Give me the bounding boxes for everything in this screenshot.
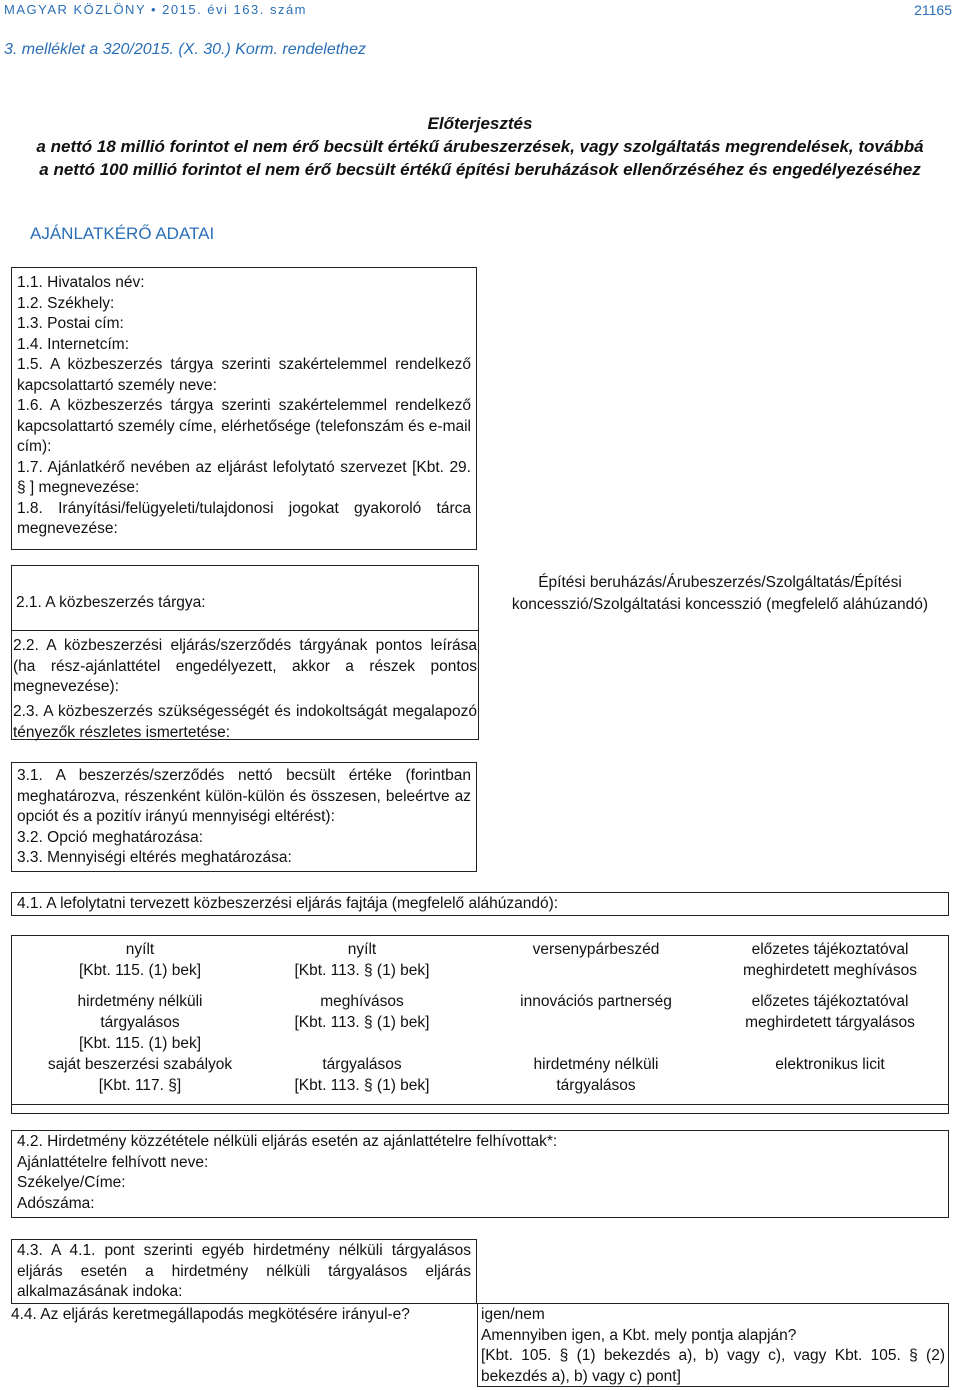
field-1-3: 1.3. Postai cím: (17, 315, 124, 332)
annex-title: 3. melléklet a 320/2015. (X. 30.) Korm. rendelethez (4, 41, 366, 58)
option-own-rules[interactable] (40, 1054, 240, 1096)
title-line-3: a nettó 100 millió forintot el nem érő becsült értékű építési beruházások ellenőrzéséhez és engedélyezéséhez (39, 160, 921, 179)
field-2-2: 2.2. A közbeszerzési eljárás/szerződés tárgyának pontos leírása (ha rész-ajánlattétel engedélyezett, akkor a részek pontos megnevezése): (13, 637, 477, 695)
option-text: [Kbt. 113. § (1) bek] (294, 962, 430, 979)
subject-type-options: Építési beruházás/Árubeszerzés/Szolgáltatás/Építési koncesszió/Szolgáltatási koncesszió (megfelelő aláhúzandó) (511, 574, 929, 613)
publication-header (4, 2, 307, 17)
option-text: [Kbt. 113. § (1) bek] (294, 1014, 430, 1031)
option-text: versenypárbeszéd (532, 941, 660, 958)
option-innovation-partnership[interactable] (496, 991, 696, 1012)
option-text: innovációs partnerség (520, 993, 672, 1010)
divider (948, 1303, 949, 1387)
value-box (11, 762, 477, 872)
option-negotiated-no-notice-115[interactable] (40, 991, 240, 1054)
field-1-6: 1.6. A közbeszerzés tárgya szerinti szakértelemmel rendelkező kapcsolattartó személy címe, elérhetősége (telefonszám és e-mail cím): (17, 397, 472, 455)
option-text: meghirdetett meghívásos (742, 962, 918, 979)
option-text: [Kbt. 113. § (1) bek] (294, 1077, 430, 1094)
option-text: [Kbt. 115. (1) bek] (78, 1035, 202, 1052)
option-text: hirdetmény nélküli (533, 1056, 659, 1073)
field-4-4: 4.4. Az eljárás keretmegállapodás megkötésére irányul-e? (11, 1306, 410, 1323)
field-1-8: 1.8. Irányítási/felügyeleti/tulajdonosi jogokat gyakoroló tárca megnevezése: (17, 499, 471, 537)
option-text: [Kbt. 117. §] (98, 1077, 182, 1094)
field-2-1: 2.1. A közbeszerzés tárgya: (16, 594, 206, 611)
option-text: előzetes tájékoztatóval (751, 993, 909, 1010)
invitees-box (11, 1130, 949, 1218)
option-text: nyílt (347, 941, 377, 958)
framework-reference: [Kbt. 105. § (1) bekezdés a), b) vagy c), vagy Kbt. 105. § (2) bekezdés a), b) vagy c) pont] (481, 1347, 945, 1385)
negotiated-reason-box (11, 1239, 477, 1304)
option-text: tárgyalásos (556, 1077, 636, 1094)
title-line-2: a nettó 18 millió forintot el nem érő becsült értékű árubeszerzések, vagy szolgáltatás megrendelések, továbbá (36, 137, 924, 156)
option-text: hirdetmény nélküli (77, 993, 203, 1010)
divider (11, 630, 479, 631)
divider (11, 1104, 949, 1105)
option-text: saját beszerzési szabályok (47, 1056, 233, 1073)
option-prior-info-negotiated[interactable] (720, 991, 940, 1033)
field-1-7: 1.7. Ajánlatkérő nevében az eljárást lefolytató szervezet [Kbt. 29. § ] megnevezése: (17, 458, 471, 496)
field-3-1: 3.1. A beszerzés/szerződés nettó becsült értéke (forintban meghatározva, részenként külön-külön és összesen, beleértve az opciót és a pozitív irányú mennyiségi eltérést): (17, 767, 471, 825)
divider (477, 1303, 949, 1304)
option-text: tárgyalásos (100, 1014, 180, 1031)
field-1-5: 1.5. A közbeszerzés tárgya szerinti szakértelemmel rendelkező kapcsolattartó személy neve: (17, 356, 471, 394)
framework-answer (481, 1305, 945, 1387)
option-negotiated-no-notice[interactable] (496, 1054, 696, 1096)
framework-question: Amennyiben igen, a Kbt. mely pontja alapján? (481, 1326, 797, 1344)
option-text: [Kbt. 115. (1) bek] (78, 962, 202, 979)
option-text: meghirdetett tárgyalásos (745, 1014, 915, 1031)
invitee-tax-label: Adószáma: (17, 1194, 95, 1212)
document-title (0, 112, 960, 181)
contracting-authority-box (11, 267, 477, 550)
option-text: nyílt (125, 941, 155, 958)
field-4-1: 4.1. A lefolytatni tervezett közbeszerzési eljárás fajtája (megfelelő aláhúzandó): (17, 895, 559, 912)
divider (477, 1303, 478, 1387)
framework-yes-no: igen/nem (481, 1306, 545, 1323)
page-number: 21165 (914, 2, 952, 18)
title-line-1: Előterjesztés (427, 114, 533, 133)
invitee-name-label: Ajánlattételre felhívott neve: (17, 1153, 209, 1171)
option-negotiated-113[interactable] (262, 1054, 462, 1096)
field-4-3: 4.3. A 4.1. pont szerinti egyéb hirdetmény nélküli tárgyalásos eljárás esetén a hirdetmény nélküli tárgyalásos eljárás alkalmazásának indoka: (17, 1242, 471, 1300)
publication-title: MAGYAR KÖZLÖNY • 2015. évi 163. szám (4, 2, 307, 17)
field-1-1: 1.1. Hivatalos név: (17, 274, 145, 291)
option-competitive-dialogue[interactable] (496, 939, 696, 960)
field-1-2: 1.2. Székhely: (17, 294, 115, 312)
field-1-4: 1.4. Internetcím: (17, 335, 129, 353)
option-text: elektronikus licit (775, 1056, 885, 1073)
option-text: tárgyalásos (322, 1056, 402, 1073)
option-restricted-113[interactable] (262, 991, 462, 1033)
procedure-type-header (11, 892, 949, 916)
section-title: AJÁNLATKÉRŐ ADATAI (30, 224, 215, 243)
option-prior-info-restricted[interactable] (720, 939, 940, 981)
option-text: meghívásos (320, 993, 404, 1010)
field-2-3: 2.3. A közbeszerzés szükségességét és indokoltságát megalapozó tényezők részletes ismertetése: (13, 703, 477, 741)
option-text: előzetes tájékoztatóval (751, 941, 909, 958)
field-3-3: 3.3. Mennyiségi eltérés meghatározása: (17, 849, 292, 866)
option-open-115[interactable] (40, 939, 240, 981)
option-open-113[interactable] (262, 939, 462, 981)
option-electronic-auction[interactable] (720, 1054, 940, 1075)
field-3-2: 3.2. Opció meghatározása: (17, 828, 204, 846)
invitee-seat-label: Székelye/Címe: (17, 1174, 126, 1191)
field-4-2: 4.2. Hirdetmény közzététele nélküli eljárás esetén az ajánlattételre felhívottak*: (17, 1133, 558, 1150)
